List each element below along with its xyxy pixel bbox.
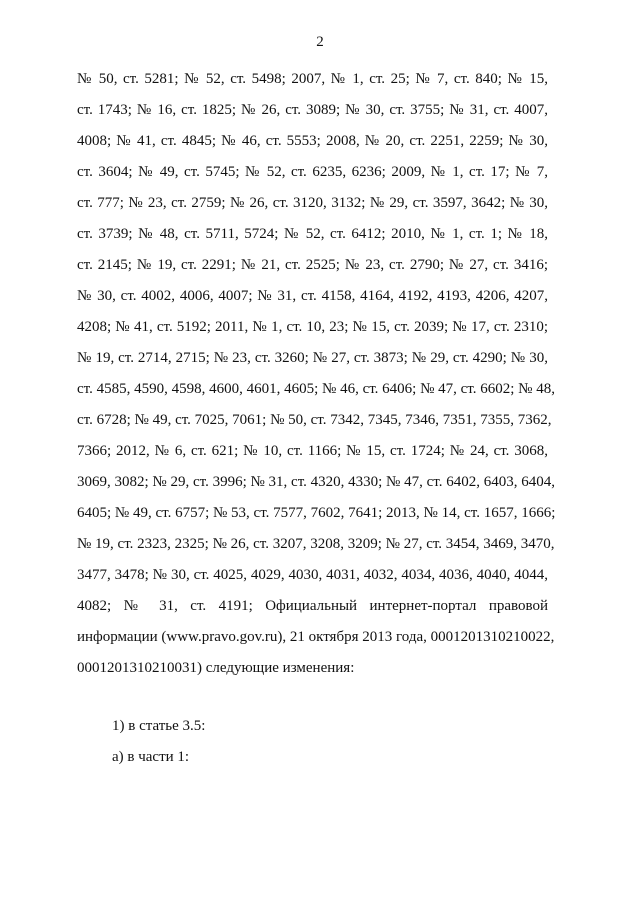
paragraph: [77, 64, 556, 684]
paragraph-line: информации (www.pravo.gov.ru), 21 октября 2013 года, 0001201310210022,: [77, 629, 555, 645]
paragraph-line: 4008; № 41, ст. 4845; № 46, ст. 5553; 2008, № 20, ст. 2251, 2259; № 30,: [77, 133, 548, 149]
list-item: 1) в статье 3.5:: [112, 718, 206, 734]
paragraph-line: ст. 6728; № 49, ст. 7025, 7061; № 50, ст. 7342, 7345, 7346, 7351, 7355, 7362,: [77, 412, 552, 428]
paragraph-line: 4082; № 31, ст. 4191; Официальный интернет-портал правовой: [77, 598, 548, 614]
paragraph-line: ст. 2145; № 19, ст. 2291; № 21, ст. 2525; № 23, ст. 2790; № 27, ст. 3416;: [77, 257, 548, 273]
paragraph-line: 3069, 3082; № 29, ст. 3996; № 31, ст. 4320, 4330; № 47, ст. 6402, 6403, 6404,: [77, 474, 555, 490]
paragraph-line: ст. 777; № 23, ст. 2759; № 26, ст. 3120, 3132; № 29, ст. 3597, 3642; № 30,: [77, 195, 548, 211]
paragraph-line: ст. 4585, 4590, 4598, 4600, 4601, 4605; № 46, ст. 6406; № 47, ст. 6602; № 48,: [77, 381, 555, 397]
paragraph-line: ст. 3604; № 49, ст. 5745; № 52, ст. 6235, 6236; 2009, № 1, ст. 17; № 7,: [77, 164, 548, 180]
paragraph-line: № 50, ст. 5281; № 52, ст. 5498; 2007, № 1, ст. 25; № 7, ст. 840; № 15,: [77, 71, 548, 87]
paragraph-line: ст. 1743; № 16, ст. 1825; № 26, ст. 3089; № 30, ст. 3755; № 31, ст. 4007,: [77, 102, 548, 118]
paragraph-line: 6405; № 49, ст. 6757; № 53, ст. 7577, 7602, 7641; 2013, № 14, ст. 1657, 1666;: [77, 505, 556, 521]
paragraph-line: № 19, ст. 2323, 2325; № 26, ст. 3207, 3208, 3209; № 27, ст. 3454, 3469, 3470,: [77, 536, 555, 552]
paragraph-line: № 30, ст. 4002, 4006, 4007; № 31, ст. 4158, 4164, 4192, 4193, 4206, 4207,: [77, 288, 548, 304]
list-item: а) в части 1:: [112, 749, 190, 765]
paragraph-line: 3477, 3478; № 30, ст. 4025, 4029, 4030, 4031, 4032, 4034, 4036, 4040, 4044,: [77, 567, 548, 583]
paragraph-line: 0001201310210031) следующие изменения:: [77, 660, 355, 676]
paragraph-line: ст. 3739; № 48, ст. 5711, 5724; № 52, ст. 6412; 2010, № 1, ст. 1; № 18,: [77, 226, 548, 242]
paragraph-line: 7366; 2012, № 6, ст. 621; № 10, ст. 1166; № 15, ст. 1724; № 24, ст. 3068,: [77, 443, 548, 459]
page-number: 2: [316, 34, 324, 50]
paragraph-line: № 19, ст. 2714, 2715; № 23, ст. 3260; № 27, ст. 3873; № 29, ст. 4290; № 30,: [77, 350, 548, 366]
paragraph-line: 4208; № 41, ст. 5192; 2011, № 1, ст. 10, 23; № 15, ст. 2039; № 17, ст. 2310;: [77, 319, 548, 335]
